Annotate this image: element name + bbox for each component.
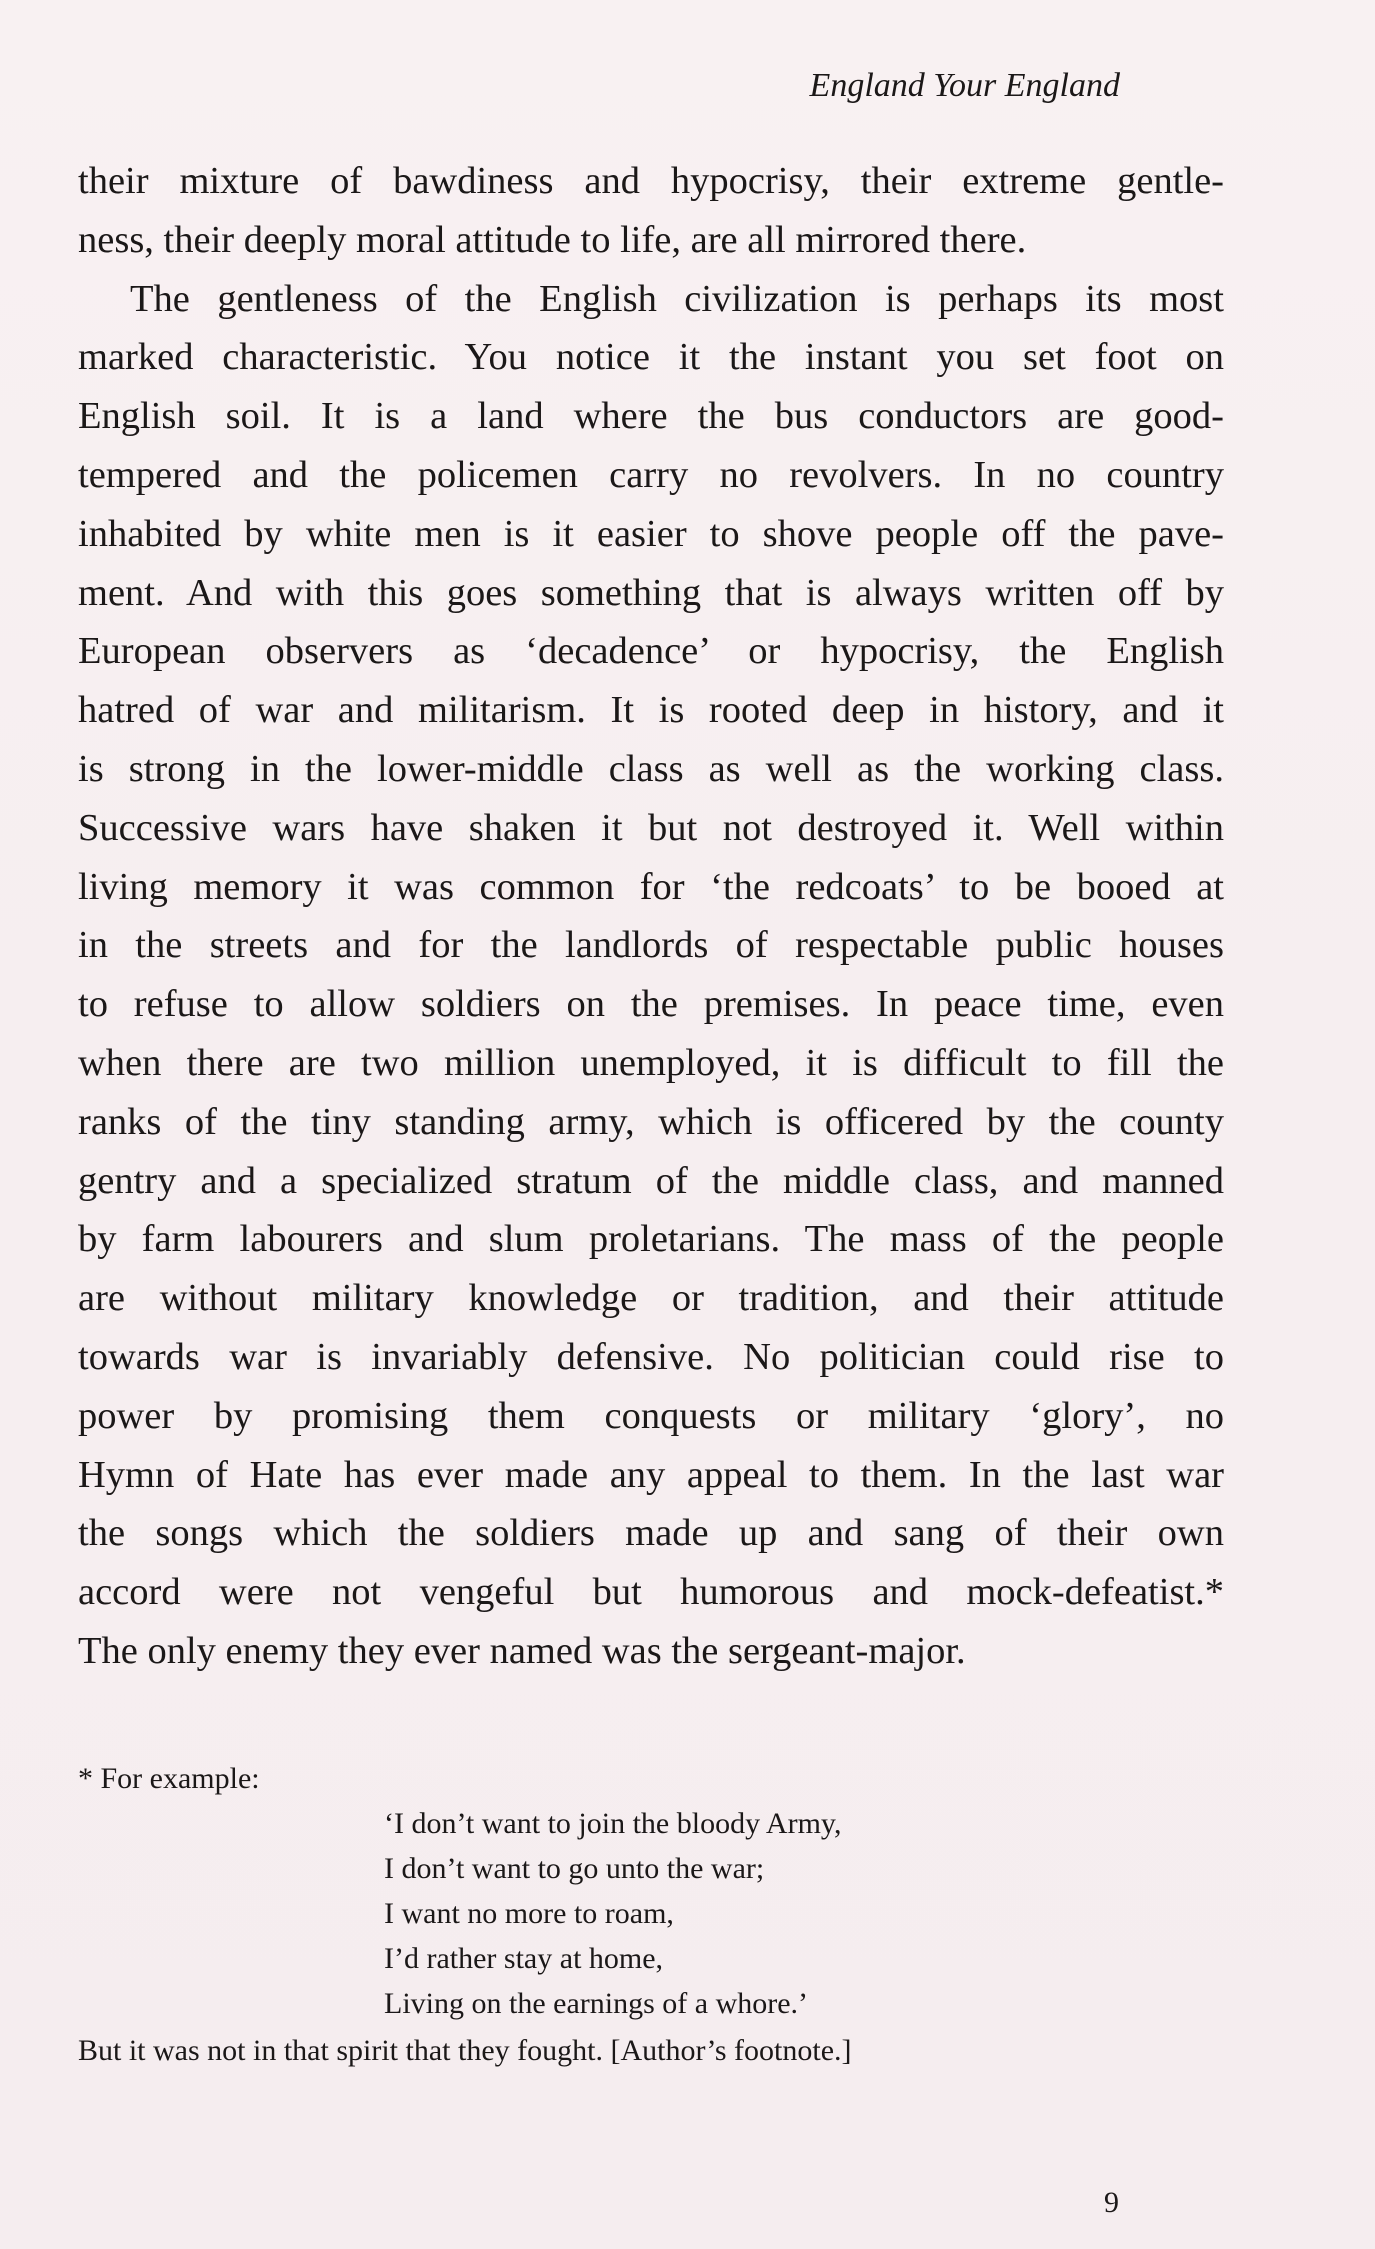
body-line: ment. And with this goes something that is always written off by	[78, 571, 1224, 614]
body-line: living memory it was common for ‘the redcoats’ to be booed at	[78, 865, 1224, 908]
body-line: English soil. It is a land where the bus conductors are good-	[78, 395, 1224, 438]
verse-line: Living on the earnings of a whore.’	[384, 1987, 809, 2020]
body-line: Successive wars have shaken it but not destroyed it. Well within	[78, 806, 1224, 849]
verse-line: I want no more to roam,	[384, 1897, 674, 1930]
page-number: 9	[1104, 2186, 1119, 2219]
body-line: when there are two million unemployed, it is difficult to fill the	[78, 1041, 1224, 1084]
footnote-closing: But it was not in that spirit that they fought. [Author’s footnote.]	[78, 2034, 852, 2067]
body-line: their mixture of bawdiness and hypocrisy, their extreme gentle-	[78, 160, 1224, 202]
body-line: gentry and a specialized stratum of the middle class, and manned	[78, 1159, 1224, 1202]
verse-line: I don’t want to go unto the war;	[384, 1852, 765, 1885]
body-line: European observers as ‘decadence’ or hypocrisy, the English	[78, 630, 1224, 673]
body-line: The gentleness of the English civilization is perhaps its most	[130, 277, 1224, 320]
body-line: hatred of war and militarism. It is rooted deep in history, and it	[78, 689, 1224, 732]
body-line: Hymn of Hate has ever made any appeal to them. In the last war	[78, 1453, 1224, 1496]
body-line: power by promising them conquests or military ‘glory’, no	[78, 1394, 1224, 1437]
body-line: towards war is invariably defensive. No politician could rise to	[78, 1335, 1224, 1378]
body-line: the songs which the soldiers made up and sang of their own	[78, 1512, 1224, 1555]
body-line: in the streets and for the landlords of respectable public houses	[78, 924, 1224, 967]
body-line: accord were not vengeful but humorous and mock-defeatist.*	[78, 1571, 1224, 1614]
footnote	[78, 1756, 1224, 2073]
body-line: to refuse to allow soldiers on the premises. In peace time, even	[78, 983, 1224, 1026]
body-text	[78, 152, 1224, 1681]
body-line: marked characteristic. You notice it the instant you set foot on	[78, 336, 1224, 379]
verse-line: ‘I don’t want to join the bloody Army,	[384, 1807, 842, 1840]
verse-line: I’d rather stay at home,	[384, 1942, 664, 1975]
footnote-verse	[78, 1801, 1224, 2026]
footnote-intro: * For example:	[78, 1762, 260, 1795]
running-head: England Your England	[809, 67, 1120, 104]
body-line: is strong in the lower-middle class as well as the working class.	[78, 747, 1224, 790]
body-line: ness, their deeply moral attitude to life, are all mirrored there.	[78, 218, 1027, 261]
body-line: inhabited by white men is it easier to shove people off the pave-	[78, 512, 1224, 555]
body-line: ranks of the tiny standing army, which is officered by the county	[78, 1100, 1224, 1143]
body-line: tempered and the policemen carry no revolvers. In no country	[78, 453, 1224, 496]
body-line: by farm labourers and slum proletarians. The mass of the people	[78, 1218, 1224, 1261]
body-line: are without military knowledge or tradition, and their attitude	[78, 1277, 1224, 1320]
body-line: The only enemy they ever named was the sergeant-major.	[78, 1629, 966, 1672]
